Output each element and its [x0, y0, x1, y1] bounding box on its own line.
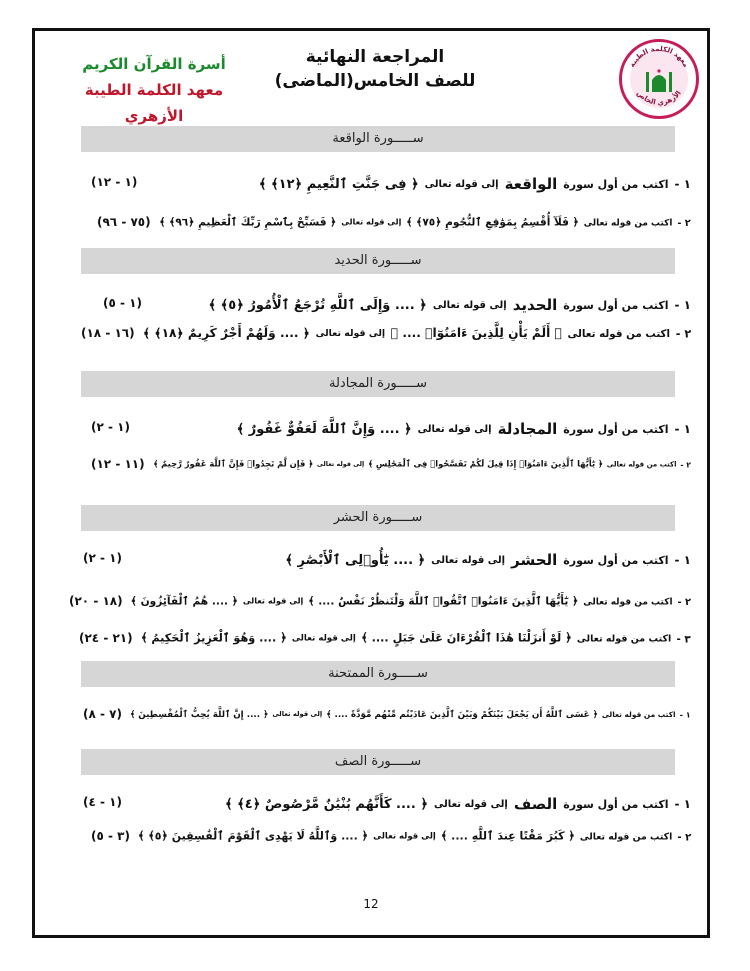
section-heading: ســـــورة الحديد [81, 248, 675, 274]
verse-range: (٧٥ - ٩٦) [97, 215, 151, 229]
question-row [43, 418, 691, 442]
question-number: ١ - [674, 797, 691, 811]
end-verse: ﴿ .... هُمُ ٱلْفَآئِزُونَ ﴾ [130, 595, 239, 608]
section-heading: ســـــورة الواقعة [81, 126, 675, 152]
until-label: إلى قوله تعالى [417, 423, 492, 435]
question-row [43, 549, 691, 573]
question-row [43, 324, 691, 348]
question-number: ١ - [674, 422, 691, 436]
question-text [160, 216, 691, 228]
page-title: المراجعة النهائية [305, 47, 445, 67]
end-verse: ﴿ فَإِن لَّمْ تَجِدُوا۟ فَإِنَّ ٱللَّهَ غَفُورٌ رَّحِيمٌ ﴾ [153, 459, 314, 470]
start-verse: ﴿ يَٰٓأَيُّهَا ٱلَّذِينَ ءَامَنُوٓا۟ إِذَا قِيلَ لَكُمْ تَفَسَّحُوا۟ فِى ٱلْمَجَٰلِسِ ﴾ [368, 459, 603, 470]
surah-name: الصف [513, 795, 558, 813]
question-row [43, 592, 691, 616]
until-label: إلى قوله تعالى [315, 328, 385, 339]
question-number: ٢ - [675, 326, 691, 341]
question-row [43, 213, 691, 237]
question-text [209, 296, 692, 314]
until-label: إلى قوله تعالى [272, 710, 323, 719]
svg-text:الأزهري الخاص: الأزهري الخاص [635, 89, 683, 107]
question-instruction: اكتب من قوله تعالى [583, 596, 673, 607]
question-text [225, 795, 691, 813]
verse-range: (٢١ - ٢٤) [79, 631, 133, 645]
svg-text:معهد الكلمة الطيبة: معهد الكلمة الطيبة [628, 44, 690, 69]
until-label: إلى قوله تعالى [424, 178, 499, 190]
question-text [153, 460, 691, 470]
section-heading: ســـــورة المجادلة [81, 371, 675, 397]
verse-range: (١ - ١٢) [91, 175, 138, 189]
question-text [131, 595, 691, 607]
page-subtitle: للصف الخامس(الماضى) [274, 71, 476, 91]
verse-range: (١ - ٤) [83, 795, 122, 809]
institute-seal [619, 39, 699, 119]
until-label: إلى قوله تعالى [341, 218, 402, 227]
page-header [35, 31, 707, 126]
question-instruction: اكتب من أول سورة [563, 177, 669, 191]
brand-block [59, 51, 249, 129]
start-verse: ﴿ .... يَٰٓأُو۟لِى ٱلْأَبْصَٰرِ ﴾ [285, 552, 426, 568]
question-number: ١ - [679, 709, 691, 720]
start-verse: ﴿ أَلَمْ يَأْنِ لِلَّذِينَ ءَامَنُوٓا۟ .... ﴾ [390, 326, 562, 341]
question-number: ١ - [674, 553, 691, 567]
verse-range: (١ - ٢) [91, 420, 130, 434]
surah-name: المجادلة [497, 420, 558, 438]
question-instruction: اكتب من قوله تعالى [606, 460, 677, 469]
seal-text [619, 39, 699, 119]
question-row [43, 294, 691, 318]
until-label: إلى قوله تعالى [431, 554, 506, 566]
question-instruction: اكتب من قوله تعالى [577, 632, 672, 645]
start-verse: ﴿ .... كَأَنَّهُم بُنْيَٰنٌ مَّرْصُوصٌ ﴿٤﴾ ﴾ [224, 796, 428, 812]
until-label: إلى قوله تعالى [242, 597, 304, 606]
until-label: إلى قوله تعالى [372, 831, 436, 842]
question-number: ١ - [674, 298, 691, 312]
title-block [255, 45, 495, 93]
start-verse: ﴿ لَوْ أَنزَلْنَا هَٰذَا ٱلْقُرْءَانَ عَلَىٰ جَبَلٍ .... ﴾ [361, 632, 572, 645]
verse-range: (٧ - ٨) [83, 707, 122, 721]
question-number: ٢ - [677, 216, 691, 229]
question-text [141, 632, 691, 645]
surah-name: الواقعة [504, 175, 558, 193]
worksheet-page [32, 28, 710, 938]
question-text [285, 551, 691, 569]
question-number: ٣ - [676, 632, 691, 645]
start-verse: ﴿ .... وَإِلَى ٱللَّهِ تُرْجَعُ ٱلْأُمُورُ ﴿٥﴾ ﴾ [208, 297, 427, 313]
end-verse: ﴿ .... إِنَّ ٱللَّهَ يُحِبُّ ٱلْمُقْسِطِينَ ﴾ [130, 709, 269, 720]
verse-range: (٣ - ٥) [91, 829, 130, 843]
question-number: ٢ - [677, 595, 691, 608]
start-verse: ﴿ كَبُرَ مَقْتًا عِندَ ٱللَّهِ .... ﴾ [440, 830, 575, 843]
question-instruction: اكتب من أول سورة [563, 797, 669, 811]
section-heading: ســـــورة الحشر [81, 505, 675, 531]
question-instruction: اكتب من أول سورة [563, 298, 669, 312]
question-instruction: اكتب من قوله تعالى [567, 327, 670, 340]
question-number: ٢ - [677, 830, 691, 843]
question-number: ١ - [674, 177, 691, 191]
verse-range: (١ - ٥) [103, 296, 142, 310]
question-instruction: اكتب من أول سورة [563, 553, 669, 567]
section-heading: ســـــورة الممتحنة [81, 661, 675, 687]
question-row [43, 705, 691, 729]
question-text [130, 709, 691, 719]
surah-name: الحشر [511, 551, 558, 569]
question-row [43, 173, 691, 197]
start-verse: ﴿ فِى جَنَّتِ ٱلنَّعِيمِ ﴿١٢﴾ ﴾ [258, 176, 419, 192]
verse-range: (١١ - ١٢) [91, 457, 145, 471]
section-heading: ســـــورة الصف [81, 749, 675, 775]
question-text [259, 175, 691, 193]
surah-name: الحديد [512, 296, 558, 314]
verse-range: (١٨ - ٢٠) [69, 594, 123, 608]
question-instruction: اكتب من قوله تعالى [579, 830, 672, 843]
until-label: إلى قوله تعالى [292, 633, 357, 644]
brand-institute: معهد الكلمة الطيبة الأزهري [84, 81, 224, 125]
start-verse: ﴿ .... وَإِنَّ ٱللَّهَ لَعَفُوٌّ غَفُورٌ ﴾ [236, 421, 412, 437]
page-number: 12 [363, 897, 379, 911]
question-row [43, 793, 691, 817]
question-instruction: اكتب من أول سورة [563, 422, 669, 436]
question-row [43, 455, 691, 479]
question-row [43, 827, 691, 851]
end-verse: ﴿ .... وَهُوَ ٱلْعَزِيزُ ٱلْحَكِيمُ ﴾ [141, 632, 288, 645]
question-text [143, 326, 691, 340]
until-label: إلى قوله تعالى [432, 299, 507, 311]
brand-family: أسرة القرآن الكريم [82, 55, 226, 73]
verse-range: (١ - ٢) [83, 551, 122, 565]
until-label: إلى قوله تعالى [316, 460, 365, 469]
end-verse: ﴿ فَسَبِّحْ بِٱسْمِ رَبِّكَ ٱلْعَظِيمِ ﴿٩٦﴾ ﴾ [159, 216, 337, 229]
start-verse: ﴿ يَٰٓأَيُّهَا ٱلَّذِينَ ءَامَنُوا۟ ٱتَّقُوا۟ ٱللَّهَ وَلْتَنظُرْ نَفْسٌ .... ﴾ [308, 595, 579, 608]
verse-range: (١٦ - ١٨) [81, 326, 135, 340]
question-instruction: اكتب من قوله تعالى [602, 710, 676, 719]
end-verse: ﴿ .... وَٱللَّهُ لَا يَهْدِى ٱلْقَوْمَ ٱلْفَٰسِقِينَ ﴿٥﴾ ﴾ [137, 830, 368, 843]
start-verse: ﴿ فَلَآ أُقْسِمُ بِمَوَٰقِعِ ٱلنُّجُومِ ﴿٧٥﴾ ﴾ [406, 216, 580, 229]
question-number: ٢ - [680, 460, 691, 469]
until-label: إلى قوله تعالى [433, 798, 508, 810]
question-row [43, 629, 691, 653]
start-verse: ﴿ عَسَى ٱللَّهُ أَن يَجْعَلَ بَيْنَكُمْ وَبَيْنَ ٱلَّذِينَ عَادَيْتُم مِّنْهُم مَّوَدَّةً .... ﴾ [326, 709, 599, 720]
question-text [237, 420, 691, 438]
end-verse: ﴿ .... وَلَهُمْ أَجْرٌ كَرِيمٌ ﴿١٨﴾ ﴾ [142, 326, 310, 341]
question-instruction: اكتب من قوله تعالى [583, 217, 673, 228]
question-text [138, 830, 691, 843]
